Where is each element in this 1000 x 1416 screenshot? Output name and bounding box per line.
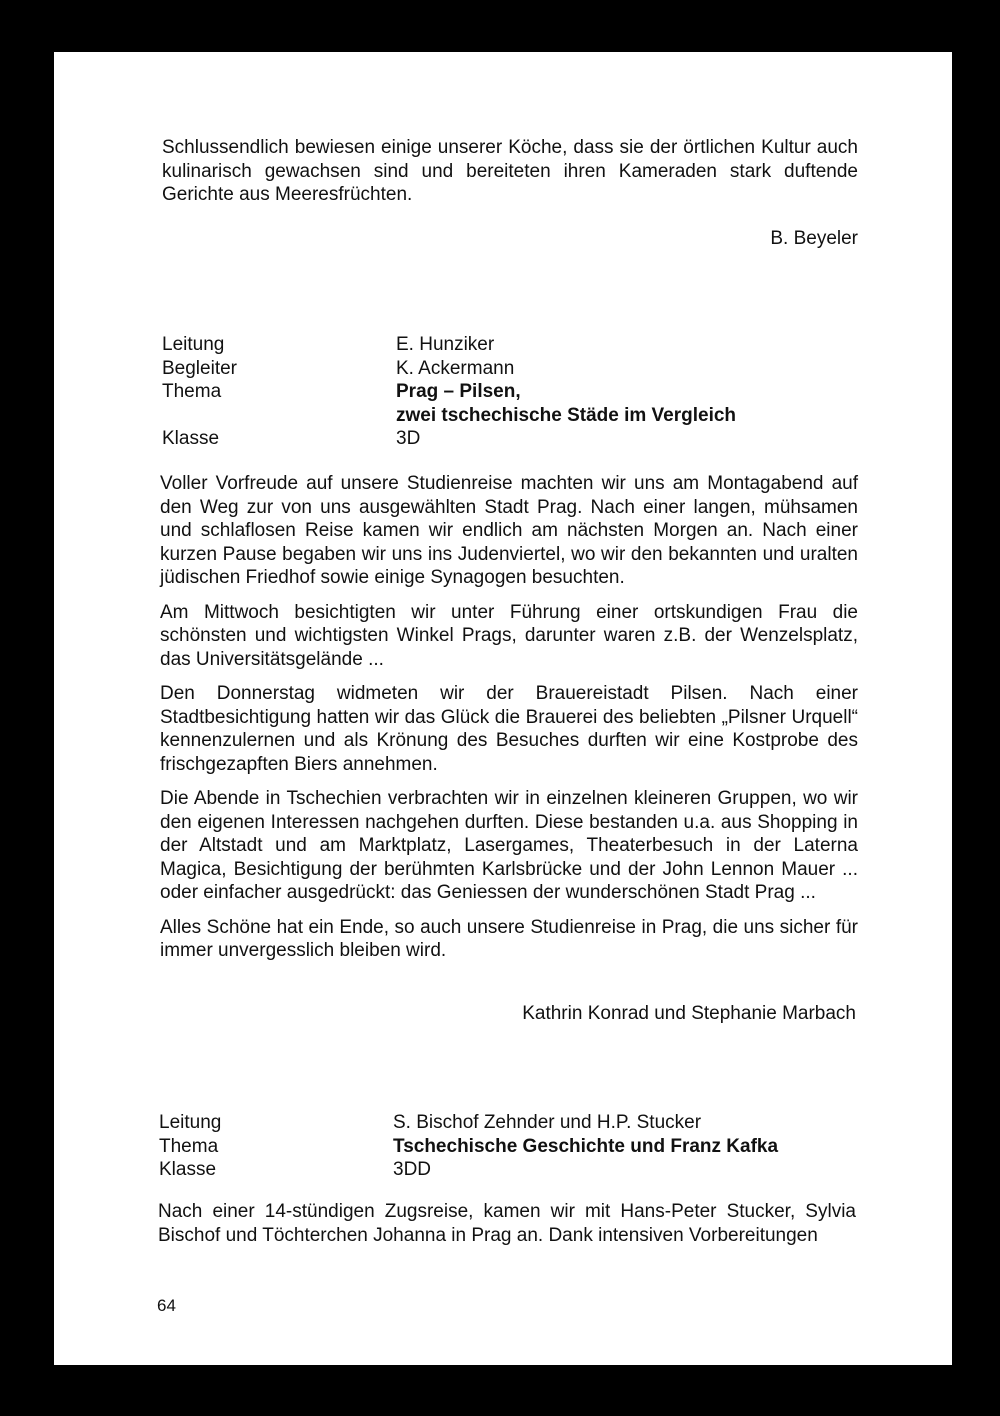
meta-label: Leitung	[159, 1112, 222, 1133]
paragraph: Alles Schöne hat ein Ende, so auch unsere Studienreise in Prag, die uns sicher für immer unvergesslich bleiben wird.	[160, 916, 858, 961]
section1-paragraph	[162, 136, 858, 207]
paragraph: Die Abende in Tschechien verbrachten wir in einzelnen kleineren Gruppen, wo wir den eigenen Interessen nachgehen durften. Diese bestanden u.a. aus Shopping in der Altstadt und am Marktplatz, Lasergames, Theaterbesuch in der Laterna Magica, Besichtigung der berühmten Karlsbrücke und der John Lennon Mauer ... oder einfacher ausgedrückt: das Geniessen der wunderschönen Stadt Prag ...	[160, 788, 858, 903]
section1-text: Schlussendlich bewiesen einige unserer Köche, dass sie der örtlichen Kultur auch kulinarisch gewachsen sind und bereiteten ihren Kameraden stark duftende Gerichte aus Meeresfrüchten.	[162, 137, 858, 205]
meta-row-klasse	[159, 1158, 859, 1182]
section2-meta	[162, 333, 858, 451]
meta-label: Begleiter	[162, 357, 237, 379]
section2-body	[160, 472, 858, 963]
meta-value: S. Bischof Zehnder und H.P. Stucker	[393, 1112, 702, 1133]
meta-value-title	[396, 380, 858, 427]
thema-line-1: Prag – Pilsen,	[396, 381, 521, 402]
meta-label: Thema	[159, 1135, 219, 1157]
section1-signature: B. Beyeler	[770, 228, 858, 249]
paragraph: Am Mittwoch besichtigten wir unter Führung einer ortskundigen Frau die schönsten und wichtigsten Winkel Prags, darunter waren z.B. der Wenzelsplatz, das Universitätsgelände ...	[160, 601, 858, 670]
meta-row-thema	[159, 1135, 859, 1159]
document-page	[54, 52, 952, 1365]
meta-value-title: Tschechische Geschichte und Franz Kafka	[393, 1135, 779, 1157]
section3-body	[158, 1200, 856, 1247]
meta-row-leitung	[159, 1111, 859, 1135]
meta-value: E. Hunziker	[396, 334, 495, 355]
meta-row-begleiter	[162, 357, 858, 381]
meta-row-klasse	[162, 427, 858, 451]
meta-label: Thema	[162, 381, 222, 402]
paragraph: Voller Vorfreude auf unsere Studienreise machten wir uns am Montagabend auf den Weg zur von uns ausgewählten Stadt Prag. Nach einer langen, mühsamen und schlaflosen Reise kamen wir endlich am nächsten Morgen an. Nach einer kurzen Pause begaben wir uns ins Judenviertel, wo wir den bekannten und uralten jüdischen Friedhof sowie einige Synagogen besuchten.	[160, 473, 858, 588]
section3-meta	[159, 1111, 859, 1182]
paragraph: Den Donnerstag widmeten wir der Brauereistadt Pilsen. Nach einer Stadtbesichtigung hatten wir das Glück die Brauerei des beliebten „Pilsner Urquell“ kennenzulernen und als Krönung des Besuches durften wir eine Kostprobe des frischgezapften Biers annehmen.	[160, 683, 858, 775]
section2-signature: Kathrin Konrad und Stephanie Marbach	[522, 1003, 856, 1024]
thema-line-2: zwei tschechische Städe im Vergleich	[396, 404, 737, 426]
paragraph: Nach einer 14-stündigen Zugsreise, kamen wir mit Hans-Peter Stucker, Sylvia Bischof und Töchterchen Johanna in Prag an. Dank intensiven Vorbereitungen	[158, 1201, 856, 1246]
meta-row-thema	[162, 380, 858, 427]
meta-label: Klasse	[159, 1159, 217, 1180]
meta-label: Klasse	[162, 428, 220, 449]
meta-value: 3DD	[393, 1159, 432, 1180]
meta-label: Leitung	[162, 334, 225, 355]
meta-value: K. Ackermann	[396, 357, 515, 379]
page-number: 64	[157, 1296, 176, 1315]
meta-value: 3D	[396, 428, 421, 449]
meta-row-leitung	[162, 333, 858, 357]
